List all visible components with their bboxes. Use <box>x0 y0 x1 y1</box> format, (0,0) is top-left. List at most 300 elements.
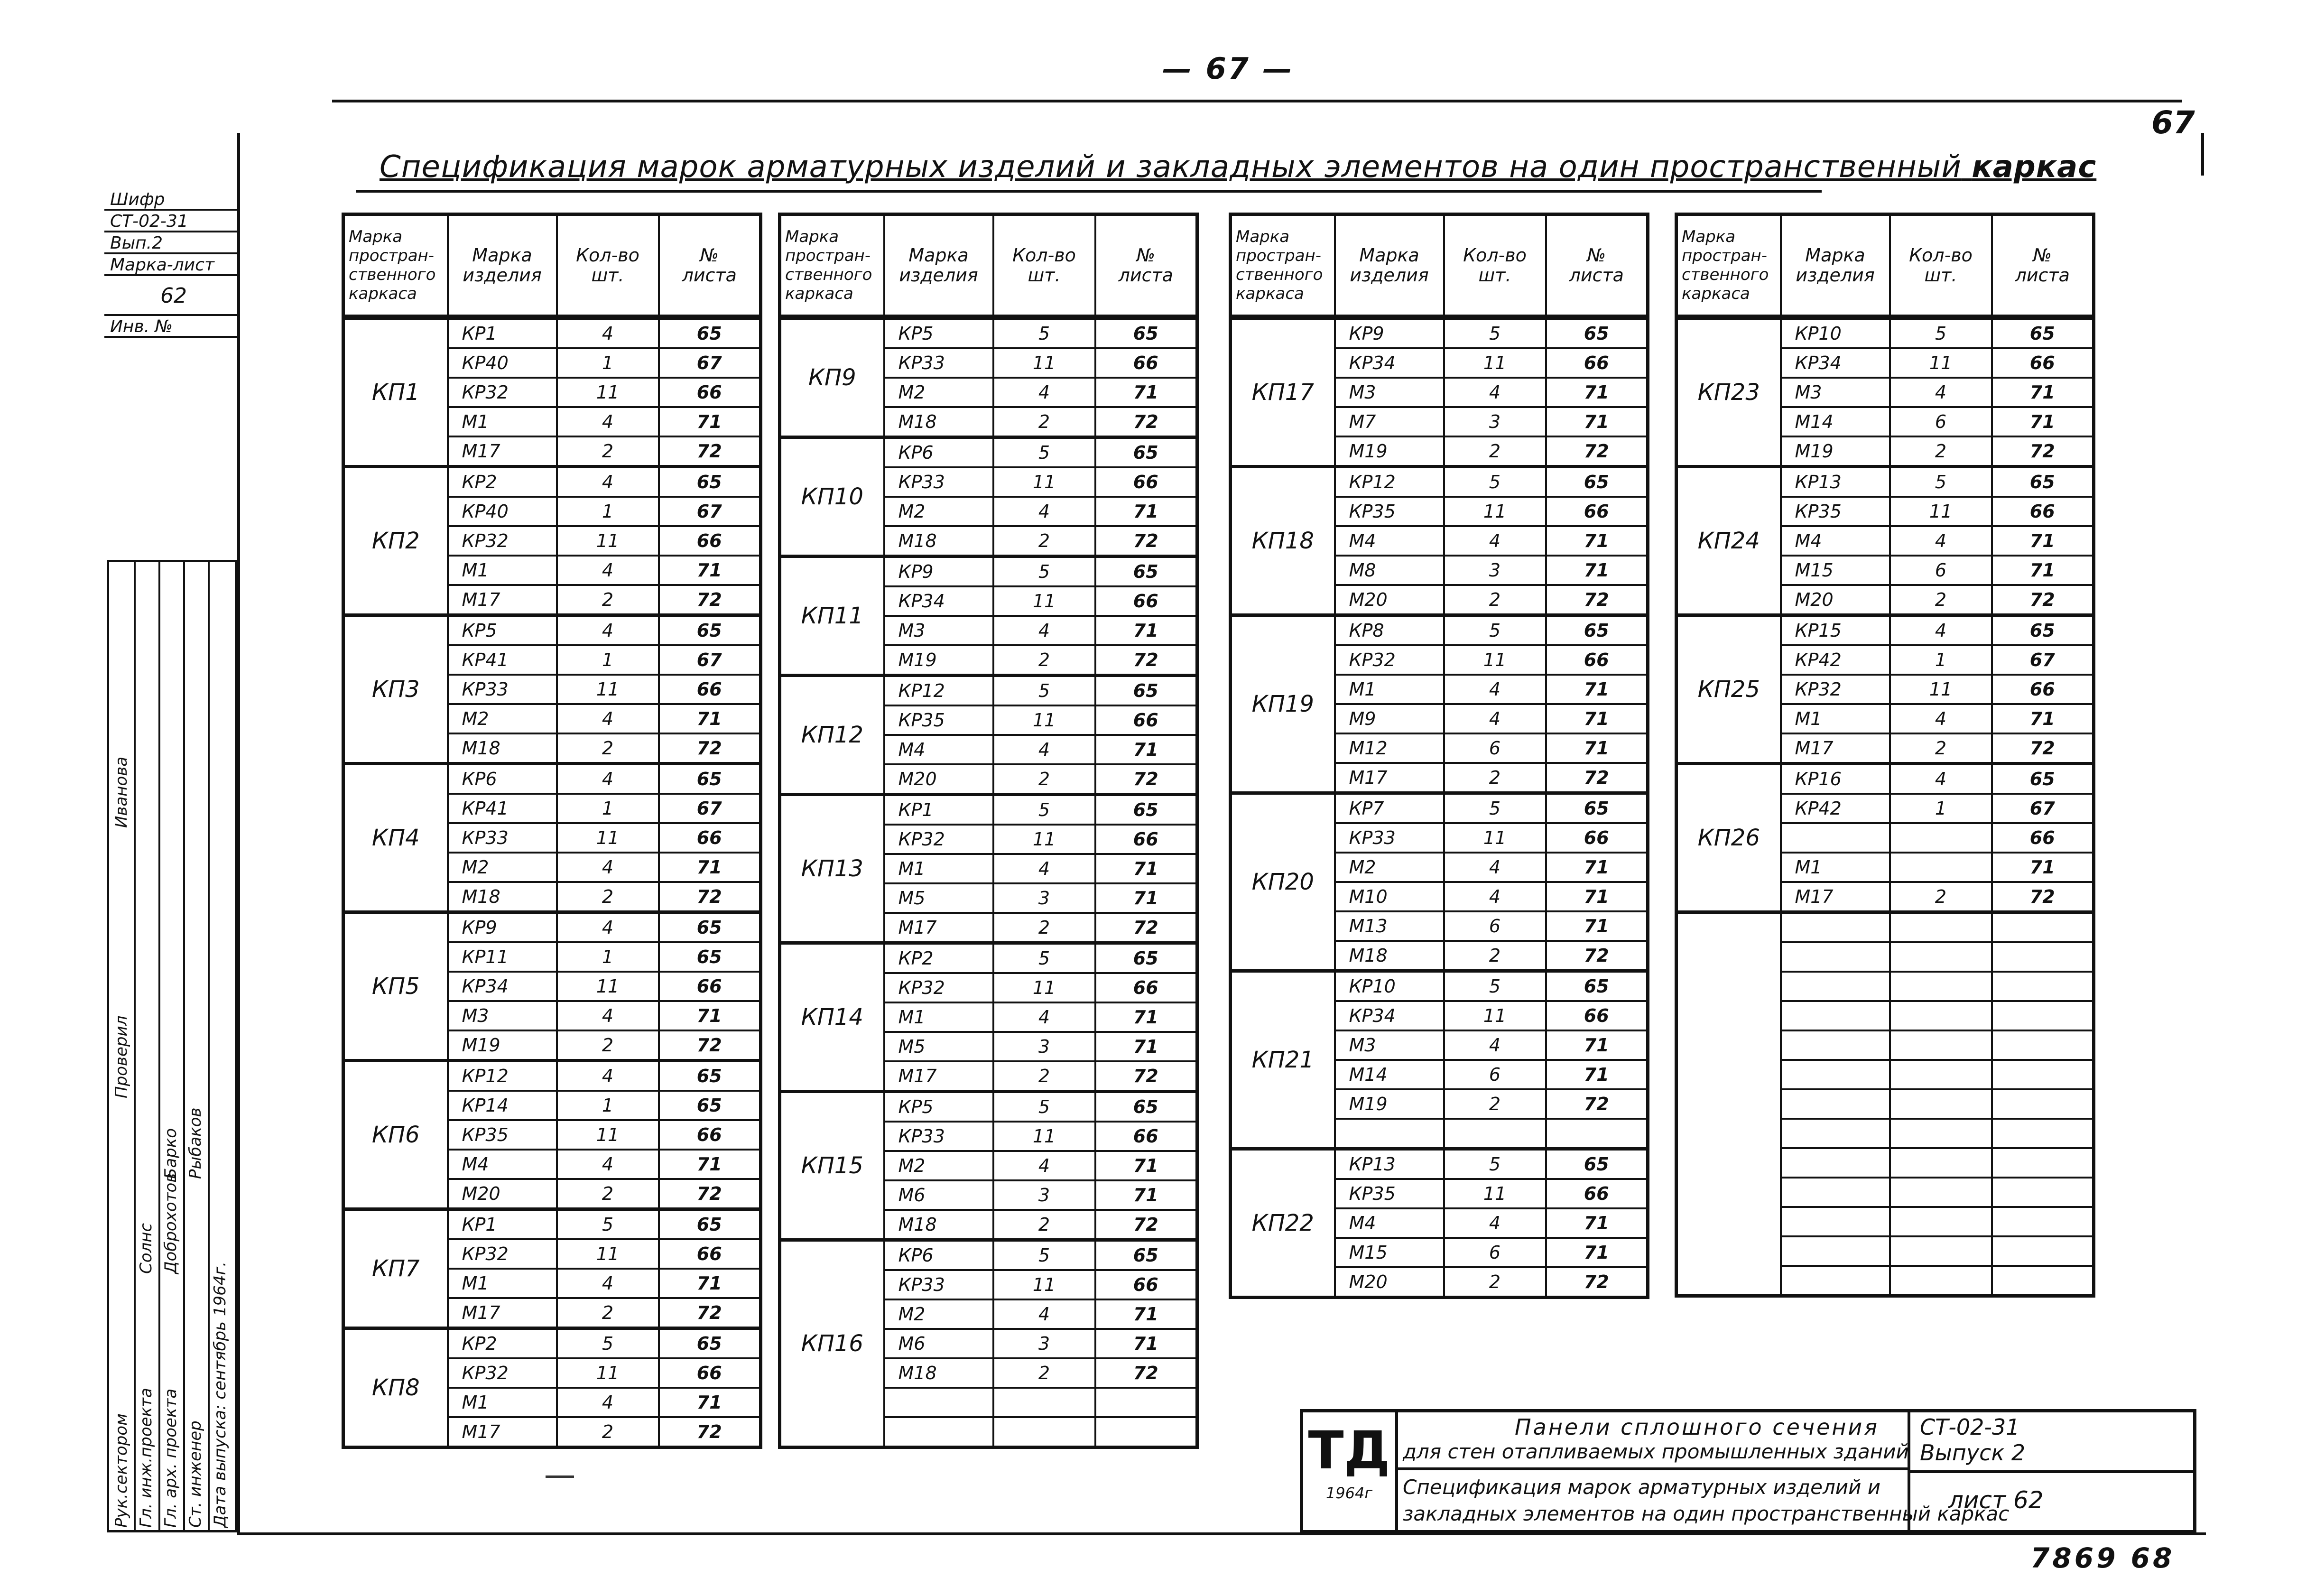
sheet-number-cell <box>1992 1001 2094 1030</box>
item-mark-cell: М1 <box>884 1002 993 1032</box>
item-mark-cell: КР2 <box>448 1328 557 1359</box>
item-mark-cell: КР1 <box>448 317 557 349</box>
quantity-cell: 3 <box>1444 407 1546 436</box>
sheet-number-cell: 66 <box>1095 467 1197 497</box>
item-mark-cell <box>1781 823 1890 853</box>
header-line: ственного <box>349 265 436 284</box>
header-line: каркаса <box>349 284 417 303</box>
frame-mark-cell: КП21 <box>1231 971 1335 1149</box>
quantity-cell: 1 <box>557 645 659 675</box>
sheet-number-cell: 71 <box>1546 556 1648 585</box>
quantity-cell: 11 <box>1444 1179 1546 1208</box>
table-row <box>1231 317 1648 349</box>
frame-mark-cell: КП9 <box>780 317 884 437</box>
item-mark-cell: М3 <box>448 1001 557 1030</box>
sheet-number-cell: 71 <box>1992 556 2094 585</box>
item-mark-cell <box>1781 1030 1890 1060</box>
item-mark-cell: М2 <box>884 1151 993 1180</box>
quantity-cell <box>1890 1119 1992 1148</box>
sheet-number-cell: 67 <box>659 348 761 378</box>
sheet-number-cell: 65 <box>659 1091 761 1120</box>
page-number: — 67 — <box>1162 51 1294 86</box>
sheet-number-cell: 71 <box>1546 704 1648 733</box>
title-text: Спецификация марок арматурных изделий и закладных элементов на один пространственный <box>380 149 1962 185</box>
sheet-number-cell: 65 <box>1546 971 1648 1002</box>
table-row <box>1676 317 2094 349</box>
quantity-cell: 5 <box>993 795 1095 825</box>
inventory-number-label: Инв. № <box>104 316 237 338</box>
header-line: Кол-во <box>1909 245 1973 266</box>
header-line: ственного <box>785 265 872 284</box>
quantity-cell: 5 <box>993 1092 1095 1122</box>
sheet-number-cell: 71 <box>1095 883 1197 913</box>
quantity-cell: 4 <box>1444 526 1546 556</box>
sheet-number-cell: 66 <box>1095 705 1197 735</box>
item-mark-cell: М1 <box>884 854 993 883</box>
sheet-number-cell: 72 <box>659 1030 761 1061</box>
quantity-cell: 11 <box>1444 645 1546 675</box>
sheet-number-cell: 66 <box>659 675 761 704</box>
quantity-cell: 4 <box>993 1002 1095 1032</box>
item-mark-cell: КР15 <box>1781 615 1890 646</box>
quantity-cell: 2 <box>993 764 1095 795</box>
quantity-cell: 4 <box>1890 526 1992 556</box>
header-line: листа <box>1118 265 1173 286</box>
sheet-number-cell: 72 <box>1095 407 1197 437</box>
header-line: Марка <box>472 245 532 266</box>
item-mark-cell: М2 <box>884 1299 993 1329</box>
sheet-number-cell: 71 <box>1095 1299 1197 1329</box>
spec-table-2 <box>778 213 1199 1449</box>
sheet-number-cell: 66 <box>659 378 761 407</box>
item-mark-cell: КР10 <box>1335 971 1444 1002</box>
item-mark-cell: М9 <box>1335 704 1444 733</box>
item-mark-cell: КР42 <box>1781 794 1890 823</box>
sheet-number-cell: 65 <box>1095 795 1197 825</box>
item-mark-cell: КР14 <box>448 1091 557 1120</box>
quantity-cell: 11 <box>1444 1001 1546 1030</box>
role-chief-architect: Гл. арх. проекта <box>161 1388 180 1528</box>
header-sheet-number <box>1992 214 2094 317</box>
table-row <box>1231 793 1648 824</box>
sheet-number-cell: 71 <box>1095 1002 1197 1032</box>
sheet-number-cell: 66 <box>1095 586 1197 616</box>
quantity-cell: 1 <box>557 1091 659 1120</box>
header-sheet-number <box>1546 214 1648 317</box>
sheet-number-cell: 71 <box>1546 911 1648 941</box>
item-mark-cell: КР40 <box>448 497 557 526</box>
table-row <box>343 912 761 943</box>
quantity-cell: 2 <box>557 1179 659 1209</box>
quantity-cell: 2 <box>1444 941 1546 971</box>
item-mark-cell: КР7 <box>1335 793 1444 824</box>
quantity-cell: 2 <box>993 645 1095 676</box>
item-mark-cell: М4 <box>884 735 993 764</box>
item-mark-cell: М18 <box>884 1210 993 1240</box>
header-line: Марка <box>908 245 969 266</box>
title-block <box>1300 1409 2196 1533</box>
item-mark-cell: КР12 <box>1335 467 1444 497</box>
table-row <box>343 1209 761 1240</box>
header-line: № <box>2033 245 2052 266</box>
item-mark-cell: М13 <box>1335 911 1444 941</box>
sheet-number-cell: 71 <box>1546 378 1648 407</box>
table-row <box>1231 467 1648 497</box>
item-mark-cell <box>1781 1060 1890 1089</box>
quantity-cell: 1 <box>557 794 659 823</box>
sheet-number-cell: 72 <box>659 436 761 467</box>
quantity-cell: 2 <box>557 1298 659 1328</box>
table-row <box>780 437 1197 468</box>
item-mark-cell: М12 <box>1335 733 1444 763</box>
item-mark-cell: М1 <box>1781 704 1890 733</box>
sheet-number-cell: 71 <box>659 407 761 436</box>
item-mark-cell: М1 <box>1335 675 1444 704</box>
quantity-cell: 2 <box>1444 763 1546 793</box>
quantity-cell: 6 <box>1890 556 1992 585</box>
item-mark-cell: КР5 <box>448 615 557 646</box>
header-line: простран- <box>785 246 871 265</box>
quantity-cell: 4 <box>993 1299 1095 1329</box>
sheet-number-cell: 72 <box>1095 1061 1197 1092</box>
sheet-number: лист 62 <box>1948 1486 2044 1514</box>
series-code: СТ-02-31 <box>1920 1414 2020 1440</box>
quantity-cell: 11 <box>1890 497 1992 526</box>
header-line: шт. <box>1924 265 1957 286</box>
spec-table-3 <box>1229 213 1649 1299</box>
quantity-cell: 1 <box>557 942 659 972</box>
item-mark-cell: КР13 <box>1781 467 1890 497</box>
sheet-number-cell <box>1992 1178 2094 1207</box>
quantity-cell: 5 <box>1444 317 1546 349</box>
quantity-cell: 4 <box>993 378 1095 407</box>
item-mark-cell: КР16 <box>1781 764 1890 794</box>
quantity-cell: 2 <box>1890 436 1992 467</box>
table-row <box>343 317 761 349</box>
frame-mark-cell: КП18 <box>1231 467 1335 615</box>
sheet-number-cell: 67 <box>659 497 761 526</box>
table-header-row <box>1676 214 2094 317</box>
item-mark-cell: КР35 <box>884 705 993 735</box>
item-mark-cell: КР12 <box>884 676 993 706</box>
header-line: изделия <box>463 265 542 286</box>
header-line: Марка <box>1359 245 1419 266</box>
quantity-cell: 5 <box>993 317 1095 349</box>
quantity-cell: 1 <box>1890 645 1992 675</box>
frame-mark-cell: КП3 <box>343 615 448 764</box>
header-line: шт. <box>591 265 624 286</box>
item-mark-cell <box>1781 972 1890 1001</box>
quantity-cell: 3 <box>993 1032 1095 1061</box>
quantity-cell: 4 <box>993 616 1095 645</box>
item-mark-cell: М19 <box>448 1030 557 1061</box>
name-rybakov: Рыбаков <box>186 1107 205 1179</box>
item-mark-cell: М1 <box>448 1269 557 1298</box>
sheet-number-cell: 66 <box>1095 973 1197 1002</box>
sheet-number-cell: 71 <box>1095 1151 1197 1180</box>
quantity-cell: 1 <box>557 497 659 526</box>
item-mark-cell: М17 <box>884 913 993 943</box>
header-sheet-number <box>1095 214 1197 317</box>
quantity-cell: 2 <box>993 526 1095 557</box>
table-header-row <box>1231 214 1648 317</box>
item-mark-cell: М17 <box>1781 733 1890 764</box>
item-mark-cell: КР41 <box>448 794 557 823</box>
item-mark-cell: КР5 <box>884 1092 993 1122</box>
item-mark-cell: М14 <box>1781 407 1890 436</box>
item-mark-cell <box>1781 1207 1890 1236</box>
header-line: каркаса <box>1682 284 1750 303</box>
table-row <box>343 1328 761 1359</box>
quantity-cell: 4 <box>1890 704 1992 733</box>
item-mark-cell: М1 <box>448 556 557 585</box>
frame-mark-cell: КП12 <box>780 676 884 795</box>
quantity-cell <box>1890 1030 1992 1060</box>
item-mark-cell: М3 <box>1335 378 1444 407</box>
frame-mark-cell: КП11 <box>780 557 884 676</box>
item-mark-cell: КР33 <box>884 1122 993 1151</box>
sheet-number-cell: 71 <box>1546 733 1648 763</box>
table-row <box>1231 1149 1648 1179</box>
sheet-number-cell: 72 <box>1095 764 1197 795</box>
sheet-number-cell: 71 <box>1546 1030 1648 1060</box>
quantity-cell: 1 <box>1890 794 1992 823</box>
quantity-cell <box>1890 1060 1992 1089</box>
item-mark-cell: М4 <box>1335 526 1444 556</box>
item-mark-cell: М1 <box>448 407 557 436</box>
sheet-number-cell <box>1992 1030 2094 1060</box>
quantity-cell: 5 <box>993 1240 1095 1271</box>
item-mark-cell: М3 <box>884 616 993 645</box>
item-mark-cell: КР35 <box>1781 497 1890 526</box>
sheet-number-cell: 67 <box>1992 645 2094 675</box>
sheet-number-cell: 66 <box>1992 348 2094 378</box>
sheet-number-cell: 71 <box>659 1388 761 1417</box>
item-mark-cell: М15 <box>1781 556 1890 585</box>
quantity-cell: 6 <box>1444 911 1546 941</box>
header-line: № <box>1587 245 1606 266</box>
sheet-number-cell: 65 <box>1095 437 1197 468</box>
sheet-number-cell: 65 <box>1546 793 1648 824</box>
table-row <box>1676 912 2094 943</box>
quantity-cell: 4 <box>557 407 659 436</box>
sheet-number-cell: 65 <box>1546 1149 1648 1179</box>
sheet-number-cell: 65 <box>659 615 761 646</box>
table-row <box>780 676 1197 706</box>
item-mark-cell: КР32 <box>448 1358 557 1388</box>
quantity-cell: 5 <box>993 943 1095 974</box>
item-mark-cell: М5 <box>884 883 993 913</box>
quantity-cell: 4 <box>1444 378 1546 407</box>
sheet-number-cell: 71 <box>1992 407 2094 436</box>
sheet-number-cell: 71 <box>1095 616 1197 645</box>
sheet-number-cell: 71 <box>659 556 761 585</box>
sheet-number-cell: 71 <box>1546 853 1648 882</box>
sheet-number-cell: 72 <box>1546 1267 1648 1298</box>
cipher-box <box>104 189 237 338</box>
sheet-number-cell: 66 <box>659 526 761 556</box>
quantity-cell: 2 <box>993 1061 1095 1092</box>
quantity-cell: 4 <box>1890 378 1992 407</box>
marka-sheet-value: 62 <box>104 276 237 316</box>
quantity-cell: 5 <box>993 437 1095 468</box>
sheet-number-cell: 65 <box>1095 676 1197 706</box>
item-mark-cell: КР41 <box>448 645 557 675</box>
frame-mark-cell: КП17 <box>1231 317 1335 467</box>
item-mark-cell: М1 <box>1781 853 1890 882</box>
name-ivanova: Иванова <box>112 756 131 828</box>
sheet-number-cell: 66 <box>1095 825 1197 854</box>
table-row <box>343 1061 761 1091</box>
name-dobrokhotov: Доброхотов <box>161 1173 180 1274</box>
table-row <box>1231 971 1648 1002</box>
header-line: Марка <box>1236 227 1290 246</box>
sheet-number-cell: 71 <box>659 853 761 882</box>
item-mark-cell: КР34 <box>1335 1001 1444 1030</box>
item-mark-cell <box>884 1417 993 1448</box>
item-mark-cell: М6 <box>884 1329 993 1358</box>
sheet-number-cell: 72 <box>1992 733 2094 764</box>
item-mark-cell: М19 <box>1335 1089 1444 1119</box>
item-mark-cell: М18 <box>1335 941 1444 971</box>
item-mark-cell <box>1781 1148 1890 1178</box>
sheet-number-cell: 66 <box>1095 1122 1197 1151</box>
item-mark-cell: М2 <box>1335 853 1444 882</box>
sheet-number-cell: 72 <box>1546 1089 1648 1119</box>
header-line: листа <box>2015 265 2070 286</box>
item-mark-cell: М15 <box>1335 1238 1444 1267</box>
sheet-number-cell: 66 <box>1992 823 2094 853</box>
item-mark-cell: М18 <box>884 526 993 557</box>
quantity-cell: 2 <box>557 733 659 764</box>
frame-mark-cell: КП5 <box>343 912 448 1061</box>
quantity-cell: 4 <box>557 764 659 794</box>
item-mark-cell: КР32 <box>884 825 993 854</box>
table-row <box>343 615 761 646</box>
sheet-number-cell: 65 <box>1992 615 2094 646</box>
item-mark-cell: КР32 <box>1781 675 1890 704</box>
quantity-cell: 5 <box>1890 467 1992 497</box>
sheet-number-cell: 65 <box>1992 467 2094 497</box>
institute-logo: ТД <box>1308 1420 1390 1481</box>
quantity-cell: 4 <box>993 497 1095 526</box>
sheet-number-cell: 72 <box>659 1298 761 1328</box>
header-frame-mark <box>1231 214 1335 317</box>
table-row <box>1676 764 2094 794</box>
quantity-cell: 5 <box>1444 467 1546 497</box>
quantity-cell: 11 <box>993 705 1095 735</box>
quantity-cell: 5 <box>557 1328 659 1359</box>
sheet-number-cell: 71 <box>1992 704 2094 733</box>
item-mark-cell: КР6 <box>884 437 993 468</box>
logo-cell <box>1303 1412 1398 1533</box>
quantity-cell: 4 <box>557 1388 659 1417</box>
quantity-cell: 4 <box>993 735 1095 764</box>
quantity-cell: 1 <box>557 348 659 378</box>
sheet-number-cell: 71 <box>1546 1060 1648 1089</box>
table-row <box>780 1240 1197 1271</box>
item-mark-cell: М19 <box>1781 436 1890 467</box>
header-line: листа <box>682 265 737 286</box>
item-mark-cell: КР10 <box>1781 317 1890 349</box>
item-mark-cell: КР2 <box>884 943 993 974</box>
quantity-cell: 6 <box>1890 407 1992 436</box>
header-quantity <box>993 214 1095 317</box>
quantity-cell: 2 <box>1890 585 1992 615</box>
item-mark-cell: М14 <box>1335 1060 1444 1089</box>
item-mark-cell: М10 <box>1335 882 1444 911</box>
header-line: Марка <box>1682 227 1736 246</box>
quantity-cell: 11 <box>557 823 659 853</box>
sheet-number-cell: 66 <box>659 1239 761 1269</box>
table-row <box>780 943 1197 974</box>
sheet-number-cell <box>1992 1207 2094 1236</box>
quantity-cell: 4 <box>557 1150 659 1179</box>
item-mark-cell: М2 <box>884 378 993 407</box>
quantity-cell: 4 <box>557 1001 659 1030</box>
quantity-cell <box>1890 1236 1992 1266</box>
sheet-title-line-2: закладных элементов на один пространственный каркас <box>1403 1502 2010 1525</box>
table-row <box>780 1092 1197 1122</box>
sheet-number-cell <box>1992 942 2094 972</box>
header-line: шт. <box>1478 265 1511 286</box>
sheet-number-cell: 71 <box>1095 1032 1197 1061</box>
sheet-number-cell: 72 <box>1095 526 1197 557</box>
sheet-number-cell: 65 <box>1095 943 1197 974</box>
item-mark-cell: КР33 <box>448 823 557 853</box>
item-mark-cell: М2 <box>448 853 557 882</box>
sheet-number-cell: 65 <box>1095 1092 1197 1122</box>
item-mark-cell: КР34 <box>448 972 557 1001</box>
cipher-code: СТ-02-31 <box>104 211 237 232</box>
header-line: изделия <box>1796 265 1875 286</box>
header-line: Кол-во <box>576 245 639 266</box>
quantity-cell: 4 <box>557 912 659 943</box>
item-mark-cell: М18 <box>884 407 993 437</box>
frame-mark-cell: КП19 <box>1231 615 1335 793</box>
sheet-number-cell: 71 <box>1095 1329 1197 1358</box>
title-emphasis: каркас <box>1972 149 2097 185</box>
sheet-number-cell: 67 <box>659 794 761 823</box>
sheet-number-cell: 66 <box>659 1358 761 1388</box>
sheet-number-cell: 66 <box>659 972 761 1001</box>
sheet-number-cell <box>1992 1236 2094 1266</box>
sheet-number-cell: 72 <box>659 1179 761 1209</box>
title-block-year: 1964г <box>1325 1484 1373 1502</box>
quantity-cell: 2 <box>1444 1089 1546 1119</box>
item-mark-cell: КР35 <box>1335 497 1444 526</box>
sheet-number-cell: 66 <box>1546 1179 1648 1208</box>
quantity-cell <box>1890 1148 1992 1178</box>
frame-mark-cell: КП4 <box>343 764 448 912</box>
quantity-cell: 2 <box>557 1030 659 1061</box>
sheet-number-cell: 65 <box>1546 467 1648 497</box>
item-mark-cell: М19 <box>1335 436 1444 467</box>
sheet-number-cell: 66 <box>659 823 761 853</box>
role-head-of-sector: Рук.сектором <box>112 1413 131 1528</box>
item-mark-cell: КР34 <box>1781 348 1890 378</box>
table-row <box>1231 615 1648 646</box>
sheet-number-cell: 71 <box>1546 882 1648 911</box>
quantity-cell: 2 <box>1890 733 1992 764</box>
header-line: изделия <box>899 265 978 286</box>
quantity-cell <box>1890 1001 1992 1030</box>
table-row <box>780 317 1197 349</box>
item-mark-cell: КР42 <box>1781 645 1890 675</box>
sheet-number-cell: 65 <box>659 1061 761 1091</box>
sheet-number-cell: 71 <box>659 1001 761 1030</box>
sheet-number-cell: 72 <box>1546 436 1648 467</box>
